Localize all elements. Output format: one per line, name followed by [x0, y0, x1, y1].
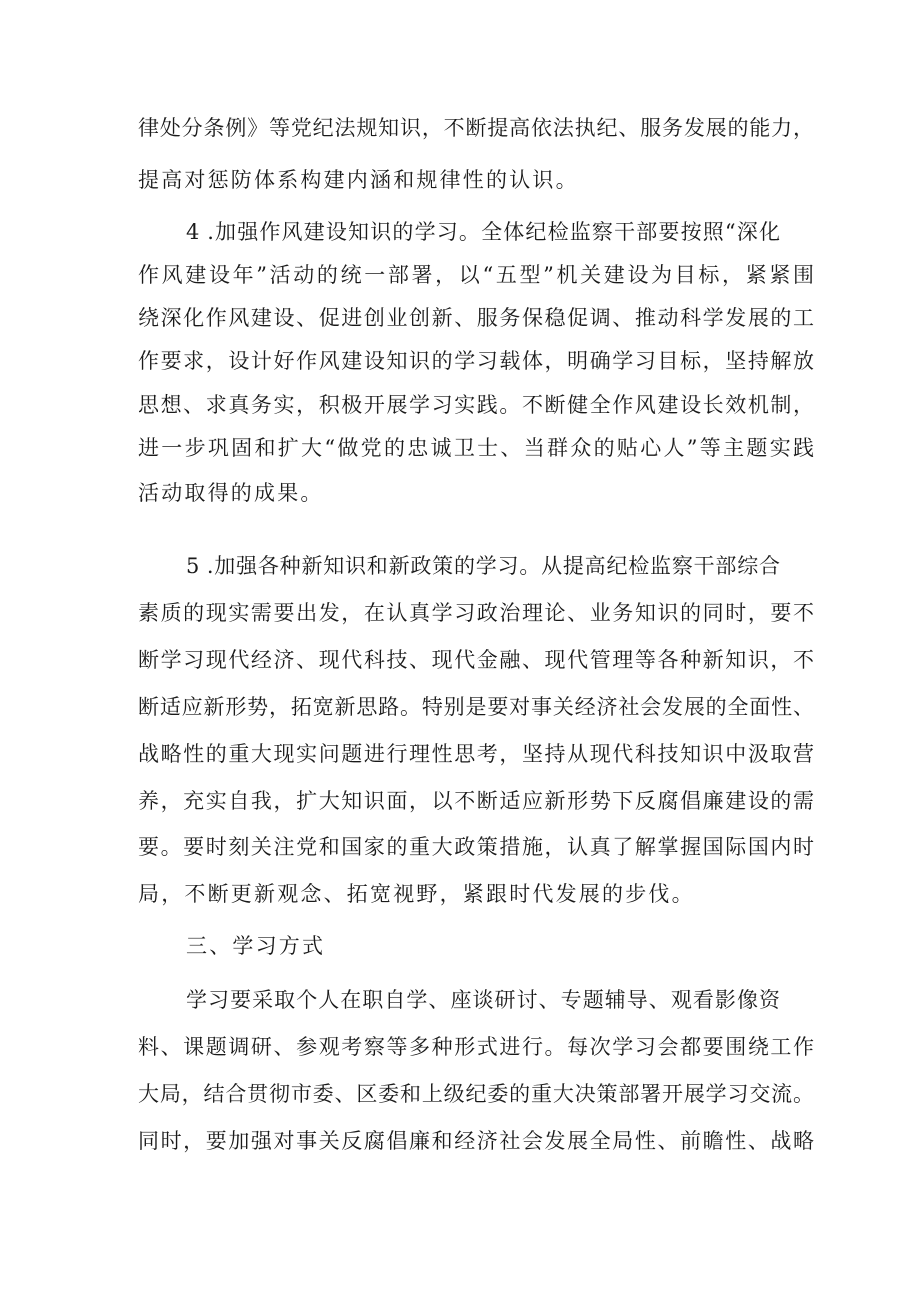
text-line: 要。要时刻关注党和国家的重大政策措施，认真了解掌握国际国内时	[138, 835, 814, 859]
text-line: 绕深化作风建设、促进创业创新、服务保稳促调、推动科学发展的工	[138, 306, 814, 330]
text-line: 战略性的重大现实问题进行理性思考，坚持从现代科技知识中汲取营	[138, 742, 814, 766]
text-line: 料、课题调研、参观考察等多种形式进行。每次学习会都要围绕工作	[138, 1035, 814, 1059]
text-line: 作要求，设计好作风建设知识的学习载体，明确学习目标，坚持解放	[138, 349, 814, 373]
text-line: 养，充实自我，扩大知识面，以不断适应新形势下反腐倡廉建设的需	[138, 789, 814, 813]
text-line: 同时，要加强对事关反腐倡廉和经济社会发展全局性、前瞻性、战略	[138, 1129, 814, 1153]
text-line: 作风建设年”活动的统一部署，以“五型”机关建设为目标，紧紧围	[138, 263, 814, 287]
text-line: 提高对惩防体系构建内涵和规律性的认识。	[138, 168, 579, 192]
text-line: 断适应新形势，拓宽新思路。特别是要对事关经济社会发展的全面性、	[138, 695, 814, 719]
text-line: 进一步巩固和扩大“做党的忠诚卫士、当群众的贴心人”等主题实践	[138, 436, 814, 460]
text-line: 素质的现实需要出发，在认真学习政治理论、业务知识的同时，要不	[138, 601, 814, 625]
text-line: 学习要采取个人在职自学、座谈研讨、专题辅导、观看影像资	[186, 988, 780, 1012]
text-line: 律处分条例》等党纪法规知识，不断提高依法执纪、服务发展的能力，	[138, 116, 814, 140]
text-line: 大局，结合贯彻市委、区委和上级纪委的重大决策部署开展学习交流。	[138, 1082, 814, 1106]
text-line: 思想、求真务实，积极开展学习实践。不断健全作风建设长效机制，	[138, 393, 814, 417]
text-line: 局，不断更新观念、拓宽视野，紧跟时代发展的步伐。	[138, 882, 695, 906]
text-line: 断学习现代经济、现代科技、现代金融、现代管理等各种新知识，不	[138, 648, 814, 672]
numbered-item-5-heading-line: 5 .加强各种新知识和新政策的学习。从提高纪检监察干部综合	[186, 554, 780, 578]
text-line: 活动取得的成果。	[138, 481, 324, 505]
numbered-item-4-heading-line: 4 .加强作风建设知识的学习。全体纪检监察干部要按照“深化	[186, 220, 780, 244]
section-heading: 三、学习方式	[186, 934, 326, 958]
